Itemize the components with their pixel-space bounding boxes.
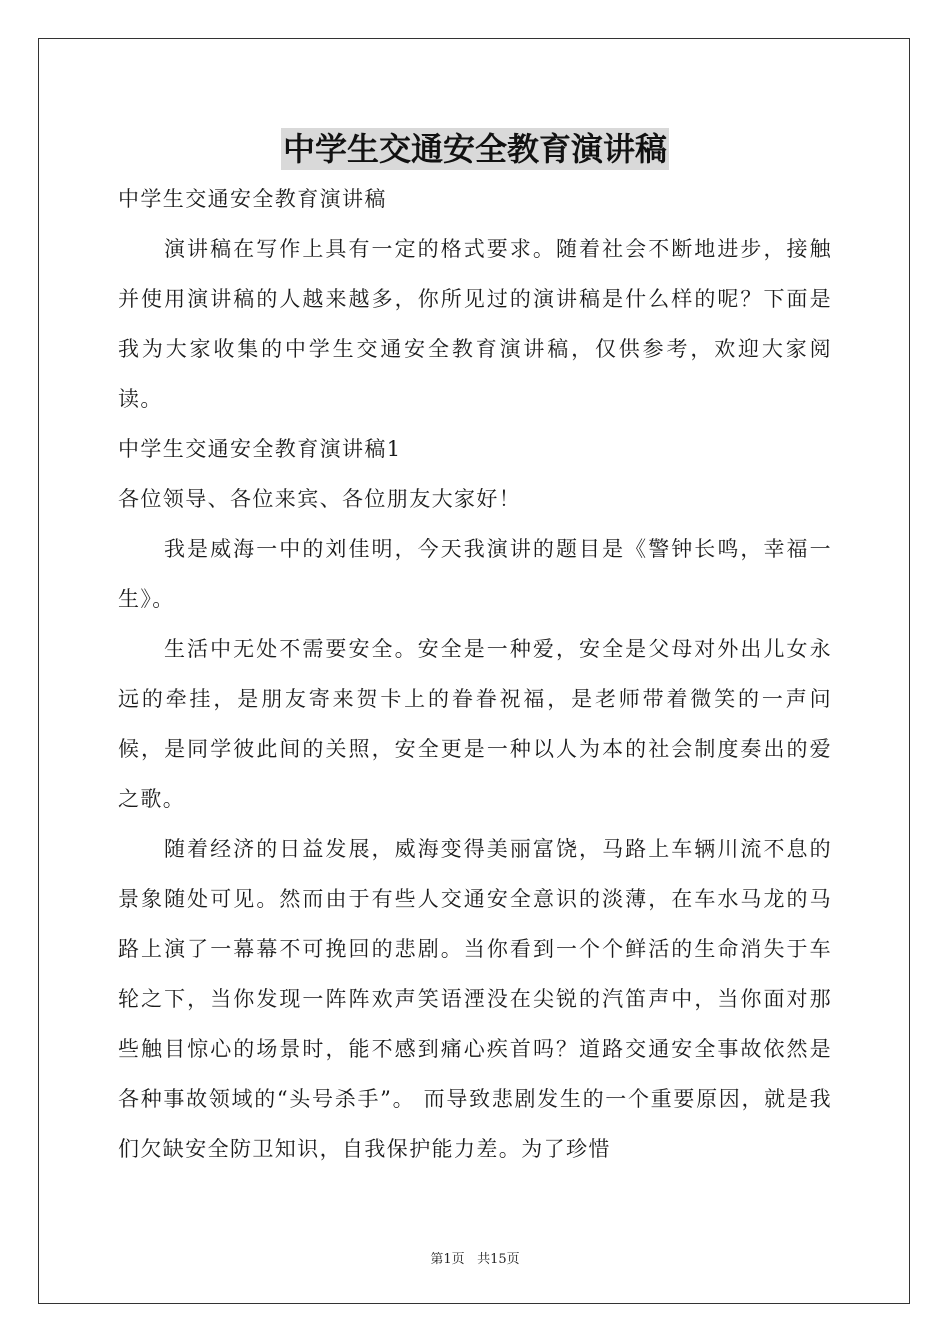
paragraph-section-heading: 中学生交通安全教育演讲稿1 bbox=[118, 437, 402, 461]
page-footer bbox=[0, 1251, 950, 1269]
paragraph-speaker-intro: 我是威海一中的刘佳明，今天我演讲的题目是《警钟长鸣，幸福一生》。 bbox=[118, 537, 832, 611]
paragraph-subtitle: 中学生交通安全教育演讲稿 bbox=[118, 187, 387, 211]
page-total: 共15页 bbox=[477, 1252, 520, 1267]
paragraph-safety-love: 生活中无处不需要安全。安全是一种爱，安全是父母对外出儿女永远的牵挂，是朋友寄来贺卡上的眷眷祝福，是老师带着微笑的一声问候，是同学彼此间的关照，安全更是一种以人为本的社会制度奏出的爱之歌。 bbox=[118, 637, 832, 811]
paragraph-greeting: 各位领导、各位来宾、各位朋友大家好！ bbox=[118, 487, 522, 511]
paragraph-intro: 演讲稿在写作上具有一定的格式要求。随着社会不断地进步，接触并使用演讲稿的人越来越多，你所见过的演讲稿是什么样的呢？下面是我为大家收集的中学生交通安全教育演讲稿，仅供参考，欢迎大家阅读。 bbox=[118, 237, 832, 411]
document-title: 中学生交通安全教育演讲稿 bbox=[282, 130, 667, 168]
paragraph-traffic-tragedy: 随着经济的日益发展，威海变得美丽富饶，马路上车辆川流不息的景象随处可见。然而由于有些人交通安全意识的淡薄，在车水马龙的马路上演了一幕幕不可挽回的悲剧。当你看到一个个鲜活的生命消失于车轮之下，当你发现一阵阵欢声笑语湮没在尖锐的汽笛声中，当你面对那些触目惊心的场景时，能不感到痛心疾首吗？道路交通安全事故依然是各种事故领域的“头号杀手”。 而导致悲剧发生的一个重要原因，就是我们欠缺安全防卫知识，自我保护能力差。为了珍惜 bbox=[118, 837, 832, 1161]
page-number: 第1页 bbox=[430, 1252, 465, 1267]
document-body bbox=[118, 174, 832, 1174]
title-area bbox=[0, 128, 950, 170]
